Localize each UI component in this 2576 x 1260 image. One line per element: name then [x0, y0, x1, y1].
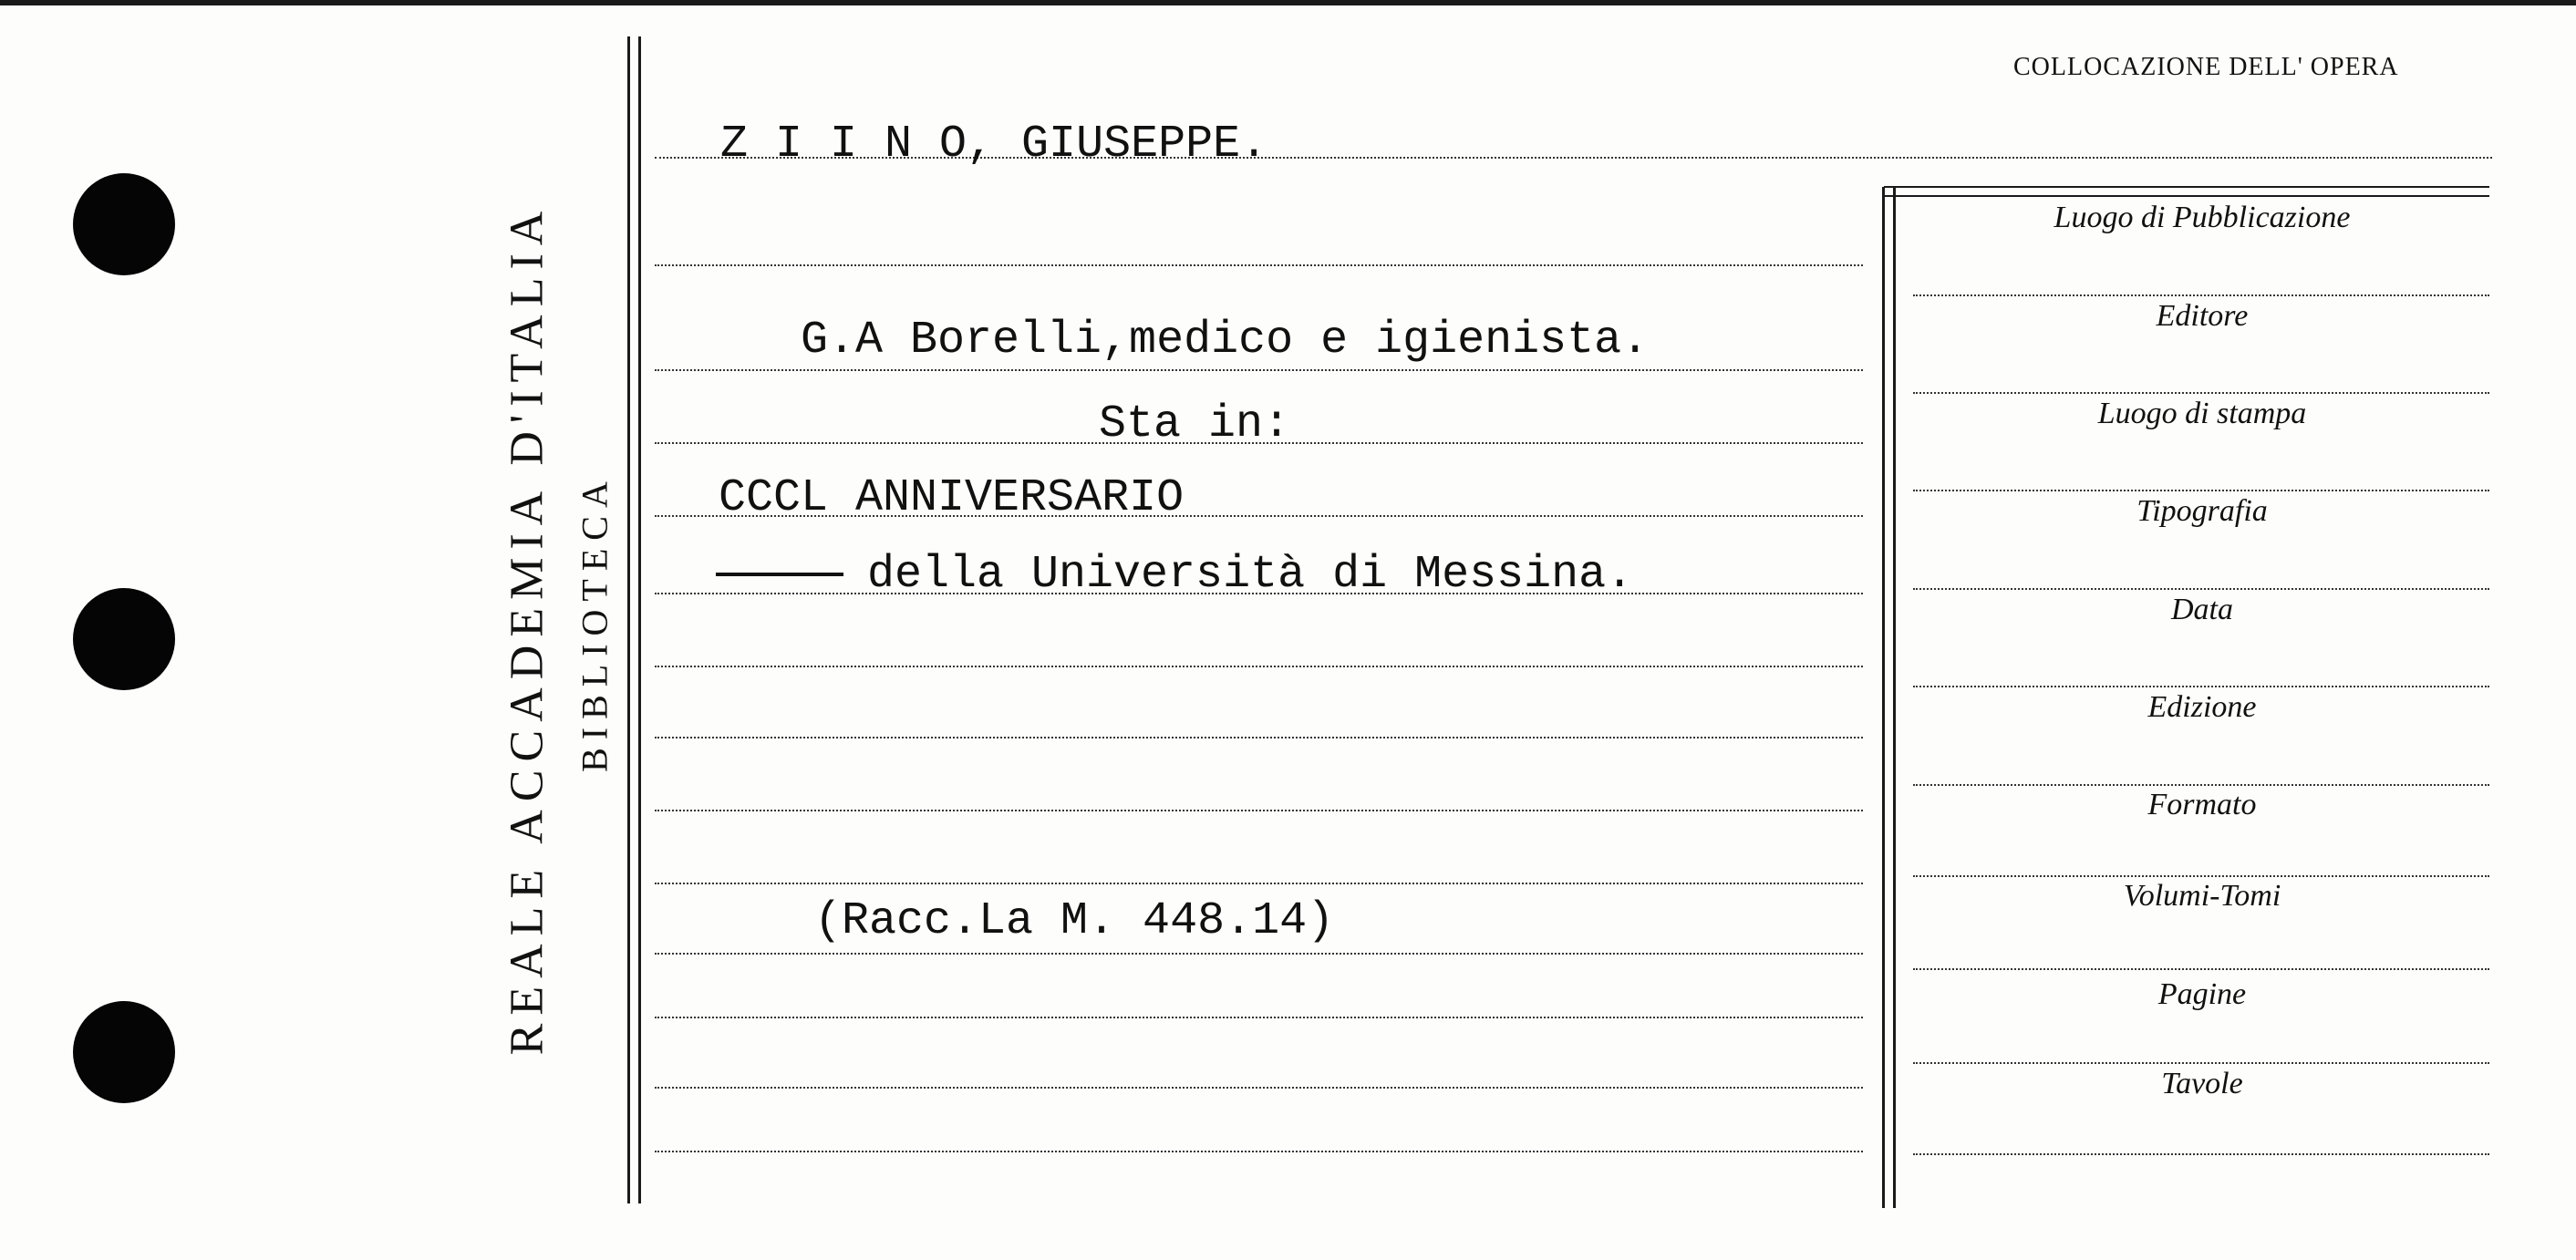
field-line	[1913, 686, 2489, 687]
source-line-2	[716, 549, 1633, 601]
field-line	[1913, 490, 2489, 491]
entry-line	[655, 810, 1863, 811]
ditto-dash	[716, 573, 843, 576]
field-line	[1913, 1062, 2489, 1064]
collection-reference: (Racc.La M. 448.14)	[814, 895, 1335, 947]
field-luogo-di-pubblicazione: Luogo di Pubblicazione	[2054, 201, 2351, 234]
field-volumi-tomi: Volumi-Tomi	[2123, 879, 2281, 913]
field-line	[1913, 1153, 2489, 1155]
author-heading: Z I I N O, GIUSEPPE.	[720, 119, 1268, 170]
left-double-rule-b	[638, 36, 641, 1203]
punch-hole-middle	[73, 588, 175, 690]
card-top-edge	[0, 0, 2576, 5]
field-line	[1913, 784, 2489, 786]
punch-hole-bottom	[73, 1001, 175, 1103]
source-line-1: CCCL ANNIVERSARIO	[719, 472, 1185, 524]
field-formato: Formato	[2147, 788, 2257, 821]
entry-line	[655, 737, 1863, 738]
department-name: BIBLIOTECA	[574, 473, 616, 772]
field-editore: Editore	[2156, 299, 2249, 333]
fields-top-rule-b	[1884, 195, 2489, 197]
punch-hole-top	[73, 173, 175, 275]
institution-name: REALE ACCADEMIA D'ITALIA	[501, 202, 553, 1056]
sta-in-label: Sta in:	[1099, 398, 1291, 450]
field-tavole: Tavole	[2161, 1067, 2243, 1100]
entry-line	[655, 369, 1863, 371]
entry-line	[655, 953, 1863, 955]
field-data: Data	[2171, 593, 2233, 626]
field-line	[1913, 588, 2489, 590]
field-line	[1913, 968, 2489, 970]
right-double-rule-a	[1882, 187, 1885, 1208]
field-edizione: Edizione	[2147, 690, 2257, 724]
source-line-2-text: della Università di Messina.	[867, 549, 1634, 601]
field-line	[1913, 875, 2489, 877]
work-title: G.A Borelli,medico e igienista.	[801, 315, 1650, 367]
field-luogo-di-stampa: Luogo di stampa	[2097, 397, 2307, 430]
entry-line	[655, 666, 1863, 667]
entry-line	[655, 1087, 1863, 1089]
entry-line	[655, 1151, 1863, 1152]
field-line	[1913, 392, 2489, 394]
entry-line	[655, 1017, 1863, 1018]
entry-line	[655, 883, 1863, 884]
left-double-rule-a	[627, 36, 630, 1203]
field-pagine: Pagine	[2157, 977, 2247, 1011]
fields-top-rule-a	[1884, 186, 2489, 188]
field-tipografia: Tipografia	[2136, 494, 2268, 528]
field-line	[1913, 294, 2489, 296]
collocazione-label: COLLOCAZIONE DELL' OPERA	[2013, 53, 2399, 81]
entry-line	[655, 264, 1863, 266]
